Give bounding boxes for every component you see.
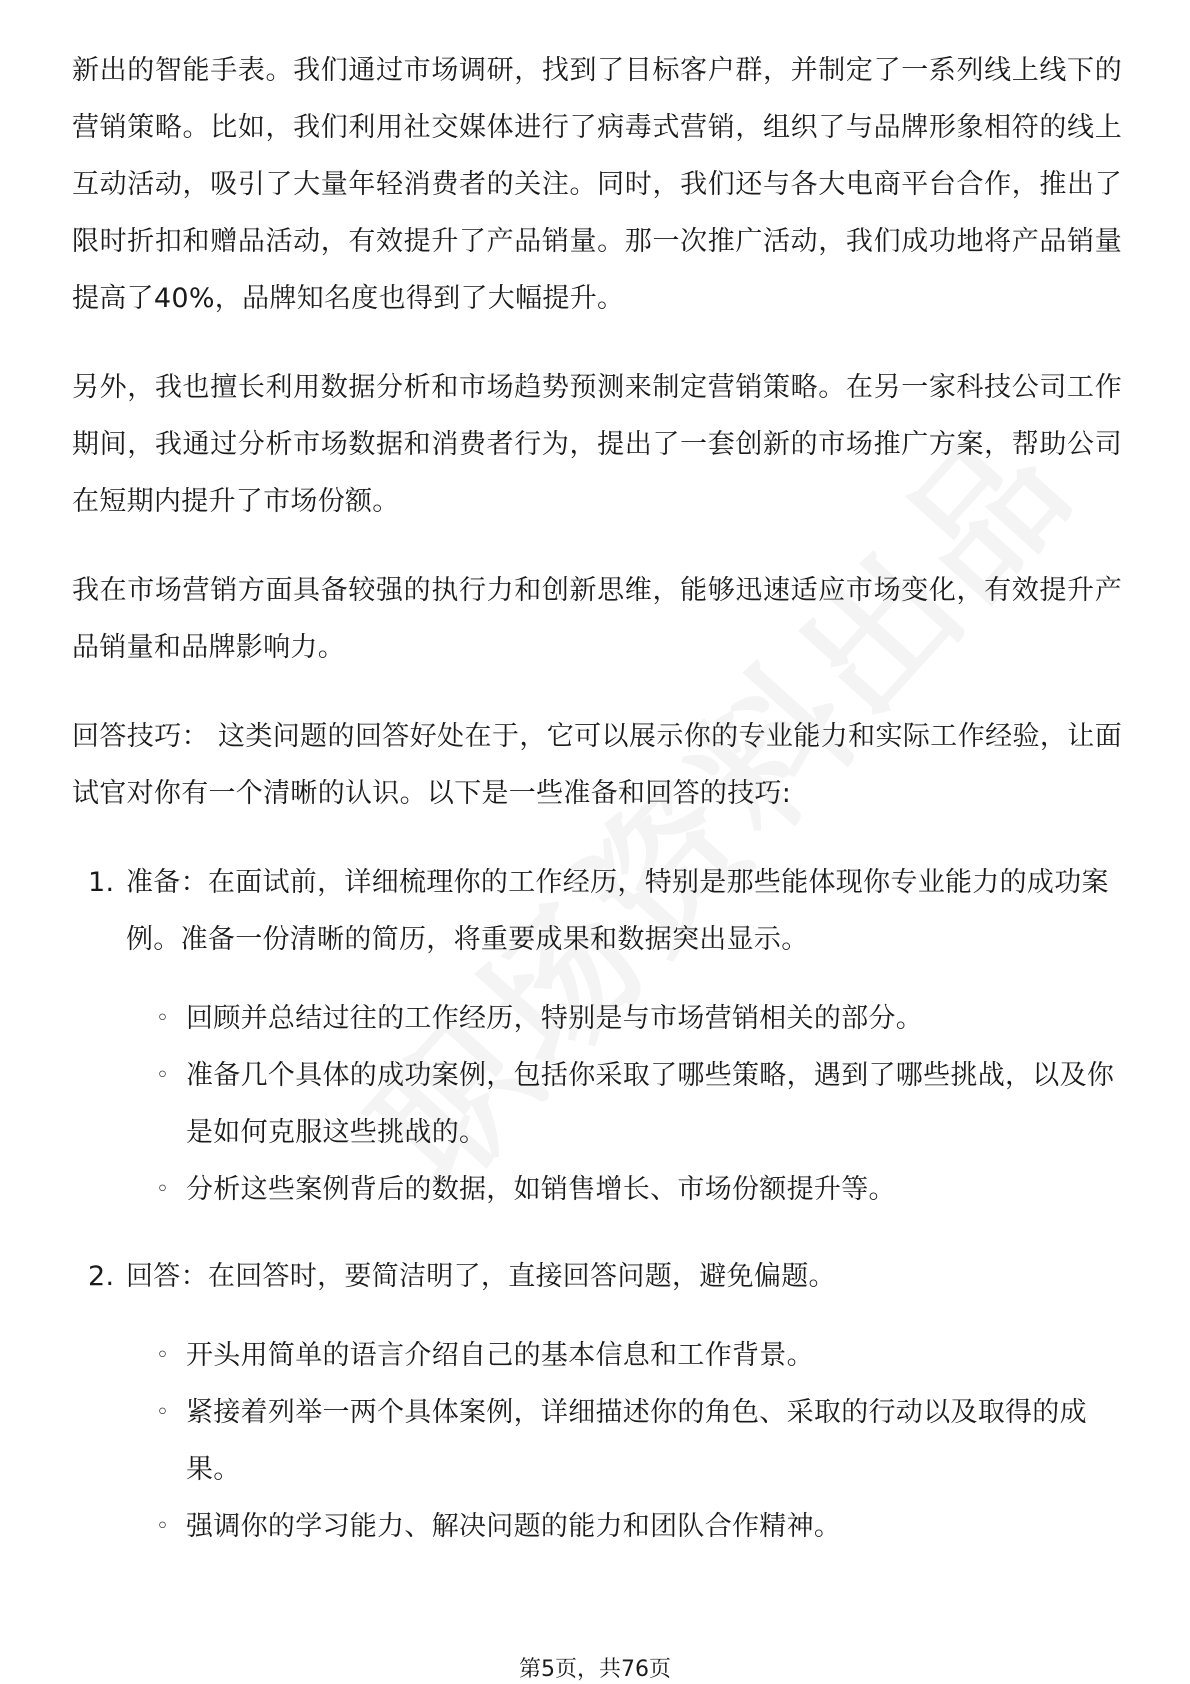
hollow-bullet-icon: ◦	[156, 1343, 170, 1368]
step-text: 回答：在回答时，要简洁明了，直接回答问题，避免偏题。	[126, 1261, 836, 1292]
sub-item-text: 开头用简单的语言介绍自己的基本信息和工作背景。	[186, 1340, 814, 1371]
paragraph-2: 另外，我也擅长利用数据分析和市场趋势预测来制定营销策略。在另一家科技公司工作期间，我通过分析市场数据和消费者行为，提出了一套创新的市场推广方案，帮助公司在短期内提升了市场份额。	[72, 372, 1122, 517]
hollow-bullet-icon: ◦	[156, 1063, 170, 1088]
sub-item	[156, 1384, 1122, 1498]
step-number: 2.	[88, 1261, 115, 1292]
sub-item	[156, 1161, 1122, 1218]
page-number-footer: 第5页，共76页	[519, 1657, 671, 1682]
step-item-2	[72, 1248, 1122, 1555]
sub-list	[156, 1327, 1122, 1555]
sub-item	[156, 1047, 1122, 1161]
sub-item-text: 回顾并总结过往的工作经历，特别是与市场营销相关的部分。	[186, 1003, 924, 1034]
hollow-bullet-icon: ◦	[156, 1514, 170, 1539]
sub-item-text: 准备几个具体的成功案例，包括你采取了哪些策略，遇到了哪些挑战，以及你是如何克服这些挑战的。	[186, 1060, 1115, 1148]
sub-item-text: 紧接着列举一两个具体案例，详细描述你的角色、采取的行动以及取得的成果。	[186, 1397, 1087, 1485]
sub-list	[156, 990, 1122, 1218]
sub-item	[156, 1498, 1122, 1555]
page-content	[72, 42, 1122, 1577]
step-text: 准备：在面试前，详细梳理你的工作经历，特别是那些能体现你专业能力的成功案例。准备一份清晰的简历，将重要成果和数据突出显示。	[126, 867, 1109, 955]
paragraph-3: 我在市场营销方面具备较强的执行力和创新思维，能够迅速适应市场变化，有效提升产品销量和品牌影响力。	[72, 575, 1122, 663]
hollow-bullet-icon: ◦	[156, 1400, 170, 1425]
hollow-bullet-icon: ◦	[156, 1006, 170, 1031]
paragraph-1: 新出的智能手表。我们通过市场调研，找到了目标客户群，并制定了一系列线上线下的营销策略。比如，我们利用社交媒体进行了病毒式营销，组织了与品牌形象相符的线上互动活动，吸引了大量年轻消费者的关注。同时，我们还与各大电商平台合作，推出了限时折扣和赠品活动，有效提升了产品销量。那一次推广活动，我们成功地将产品销量提高了40%，品牌知名度也得到了大幅提升。	[72, 55, 1122, 314]
step-item-1	[72, 854, 1122, 1218]
step-number: 1.	[88, 867, 115, 898]
sub-item	[156, 990, 1122, 1047]
sub-item-text: 分析这些案例背后的数据，如销售增长、市场份额提升等。	[186, 1174, 896, 1205]
tips-steps-list	[72, 854, 1122, 1555]
hollow-bullet-icon: ◦	[156, 1177, 170, 1202]
sub-item	[156, 1327, 1122, 1384]
sub-item-text: 强调你的学习能力、解决问题的能力和团队合作精神。	[186, 1511, 842, 1542]
tips-paragraph: 回答技巧： 这类问题的回答好处在于，它可以展示你的专业能力和实际工作经验，让面试官对你有一个清晰的认识。以下是一些准备和回答的技巧:	[72, 721, 1122, 809]
